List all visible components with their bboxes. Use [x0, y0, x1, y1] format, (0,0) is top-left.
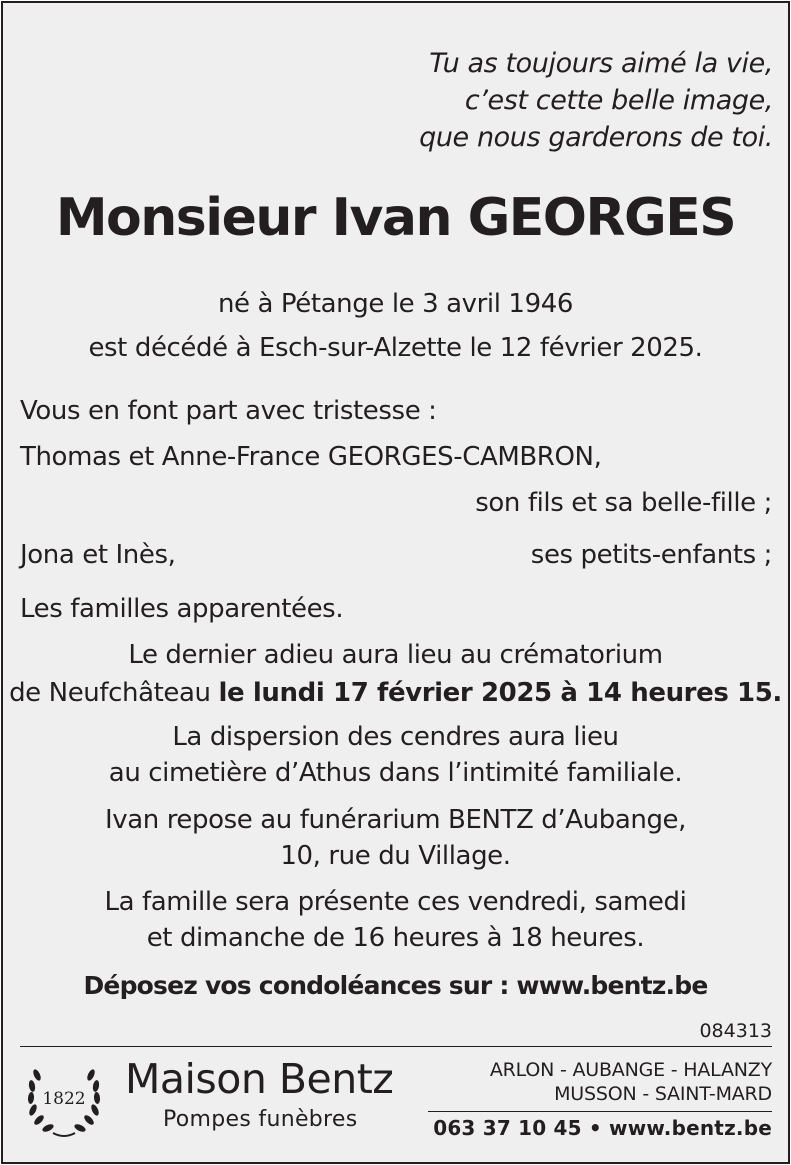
ceremony-line-2 [3, 677, 788, 710]
poem-line-2: c’est cette belle image, [464, 85, 773, 116]
memorial-poem [419, 45, 773, 156]
brand-name: Maison Bentz [125, 1055, 394, 1103]
logo-year: 1822 [42, 1089, 86, 1109]
family-grandchildren-relation: ses petits-enfants ; [530, 540, 772, 570]
birth-line: né à Pétange le 3 avril 1946 [217, 289, 574, 319]
contact-line: 063 37 10 45 • www.bentz.be [433, 1116, 772, 1140]
condolences-line: Déposez vos condoléances sur : www.bentz.be [83, 971, 708, 1000]
laurel-wreath-logo [23, 1055, 105, 1141]
locations-line-1: ARLON - AUBANGE - HALANZY [489, 1059, 772, 1081]
ceremony-date: le lundi 17 février 2025 à 14 heures 15. [218, 678, 782, 708]
family-others: Les familles apparentées. [20, 594, 344, 624]
family-son-names: Thomas et Anne-France GEORGES-CAMBRON, [20, 442, 602, 472]
brand-tagline: Pompes funèbres [163, 1107, 358, 1132]
poem-line-3: que nous garderons de toi. [419, 122, 773, 153]
visit-line-1: La famille sera présente ces vendredi, samedi [104, 887, 687, 917]
death-notice [1, 1, 790, 1164]
ceremony-line-1: Le dernier adieu aura lieu au crématorium [128, 640, 663, 670]
rest-line-2: 10, rue du Village. [280, 841, 511, 871]
contact-divider [428, 1111, 772, 1112]
dispersion-line-2: au cimetière d’Athus dans l’intimité familiale. [108, 758, 683, 788]
laurel-wreath-icon [23, 1055, 105, 1141]
death-line: est décédé à Esch-sur-Alzette le 12 février 2025. [88, 333, 703, 363]
family-grandchildren-names: Jona et Inès, [20, 540, 176, 570]
visit-line-2: et dimanche de 16 heures à 18 heures. [146, 923, 645, 953]
locations-line-2: MUSSON - SAINT-MARD [554, 1083, 772, 1105]
reference-number: 084313 [699, 1020, 772, 1042]
poem-line-1: Tu as toujours aimé la vie, [429, 48, 773, 79]
ceremony-place: de Neufchâteau [9, 678, 219, 708]
family-intro: Vous en font part avec tristesse : [20, 396, 437, 426]
rest-line-1: Ivan repose au funérarium BENTZ d’Aubange, [104, 805, 687, 835]
footer-divider [20, 1046, 772, 1047]
dispersion-line-1: La dispersion des cendres aura lieu [172, 722, 619, 752]
deceased-name: Monsieur Ivan GEORGES [55, 188, 736, 248]
family-son-relation: son fils et sa belle-fille ; [475, 488, 772, 518]
